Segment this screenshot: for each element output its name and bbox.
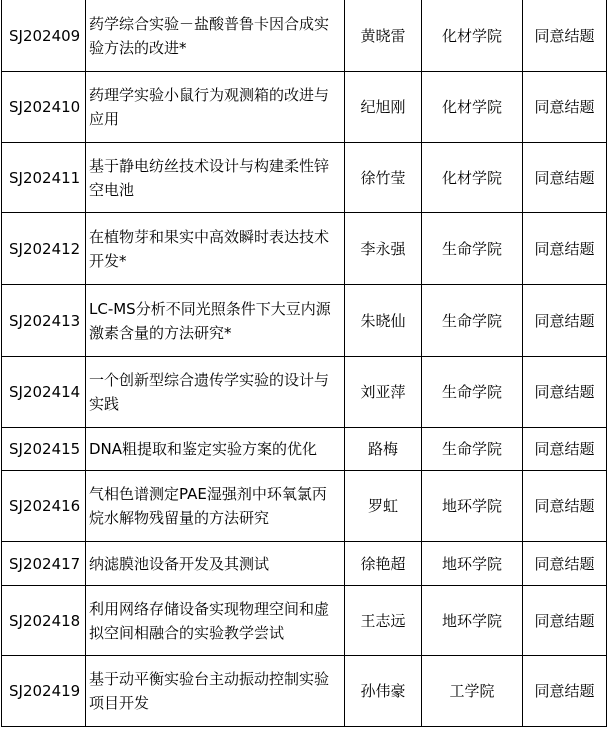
college-cell: 工学院 xyxy=(422,656,523,727)
college-cell: 生命学院 xyxy=(422,357,523,428)
project-id-cell: SJ202417 xyxy=(2,542,86,586)
college-cell: 化材学院 xyxy=(422,72,523,143)
project-leader-cell: 王志远 xyxy=(345,586,422,656)
project-id-cell: SJ202410 xyxy=(2,72,86,143)
project-title-cell: 一个创新型综合遗传学实验的设计与实践 xyxy=(86,357,345,428)
result-cell: 同意结题 xyxy=(523,586,607,656)
result-cell: 同意结题 xyxy=(523,428,607,471)
project-title-cell: 利用网络存储设备实现物理空间和虚拟空间相融合的实验教学尝试 xyxy=(86,586,345,656)
project-id-cell: SJ202419 xyxy=(2,656,86,727)
result-cell: 同意结题 xyxy=(523,0,607,72)
result-cell: 同意结题 xyxy=(523,72,607,143)
project-leader-cell: 李永强 xyxy=(345,213,422,285)
table-row xyxy=(2,471,607,542)
table-row xyxy=(2,0,607,72)
project-leader-cell: 刘亚萍 xyxy=(345,357,422,428)
result-cell: 同意结题 xyxy=(523,656,607,727)
project-id-cell: SJ202416 xyxy=(2,471,86,542)
result-cell: 同意结题 xyxy=(523,471,607,542)
project-leader-cell: 孙伟豪 xyxy=(345,656,422,727)
project-title-cell: 气相色谱测定PAE湿强剂中环氧氯丙烷水解物残留量的方法研究 xyxy=(86,471,345,542)
table-row xyxy=(2,143,607,213)
project-title-cell: 药理学实验小鼠行为观测箱的改进与应用 xyxy=(86,72,345,143)
project-id-cell: SJ202412 xyxy=(2,213,86,285)
result-cell: 同意结题 xyxy=(523,213,607,285)
table-row xyxy=(2,586,607,656)
project-leader-cell: 徐竹莹 xyxy=(345,143,422,213)
college-cell: 化材学院 xyxy=(422,143,523,213)
result-cell: 同意结题 xyxy=(523,285,607,357)
project-leader-cell: 纪旭刚 xyxy=(345,72,422,143)
project-title-cell: 在植物芽和果实中高效瞬时表达技术开发* xyxy=(86,213,345,285)
result-cell: 同意结题 xyxy=(523,357,607,428)
table-row xyxy=(2,357,607,428)
project-title-cell: 基于静电纺丝技术设计与构建柔性锌空电池 xyxy=(86,143,345,213)
project-leader-cell: 路梅 xyxy=(345,428,422,471)
project-title-cell: 纳滤膜池设备开发及其测试 xyxy=(86,542,345,586)
table-row xyxy=(2,72,607,143)
table-row xyxy=(2,656,607,727)
college-cell: 地环学院 xyxy=(422,471,523,542)
result-cell: 同意结题 xyxy=(523,542,607,586)
college-cell: 地环学院 xyxy=(422,586,523,656)
project-title-cell: DNA粗提取和鉴定实验方案的优化 xyxy=(86,428,345,471)
project-id-cell: SJ202418 xyxy=(2,586,86,656)
project-leader-cell: 朱晓仙 xyxy=(345,285,422,357)
project-id-cell: SJ202413 xyxy=(2,285,86,357)
project-title-cell: LC-MS分析不同光照条件下大豆内源激素含量的方法研究* xyxy=(86,285,345,357)
college-cell: 生命学院 xyxy=(422,428,523,471)
project-id-cell: SJ202409 xyxy=(2,0,86,72)
project-id-cell: SJ202411 xyxy=(2,143,86,213)
college-cell: 生命学院 xyxy=(422,213,523,285)
college-cell: 化材学院 xyxy=(422,0,523,72)
college-cell: 地环学院 xyxy=(422,542,523,586)
table-row xyxy=(2,285,607,357)
result-cell: 同意结题 xyxy=(523,143,607,213)
table-row xyxy=(2,542,607,586)
project-table xyxy=(1,0,607,727)
project-title-cell: 药学综合实验－盐酸普鲁卡因合成实验方法的改进* xyxy=(86,0,345,72)
project-leader-cell: 徐艳超 xyxy=(345,542,422,586)
project-leader-cell: 黄晓雷 xyxy=(345,0,422,72)
project-id-cell: SJ202414 xyxy=(2,357,86,428)
project-id-cell: SJ202415 xyxy=(2,428,86,471)
table-row xyxy=(2,428,607,471)
college-cell: 生命学院 xyxy=(422,285,523,357)
table-row xyxy=(2,213,607,285)
project-leader-cell: 罗虹 xyxy=(345,471,422,542)
project-title-cell: 基于动平衡实验台主动振动控制实验项目开发 xyxy=(86,656,345,727)
